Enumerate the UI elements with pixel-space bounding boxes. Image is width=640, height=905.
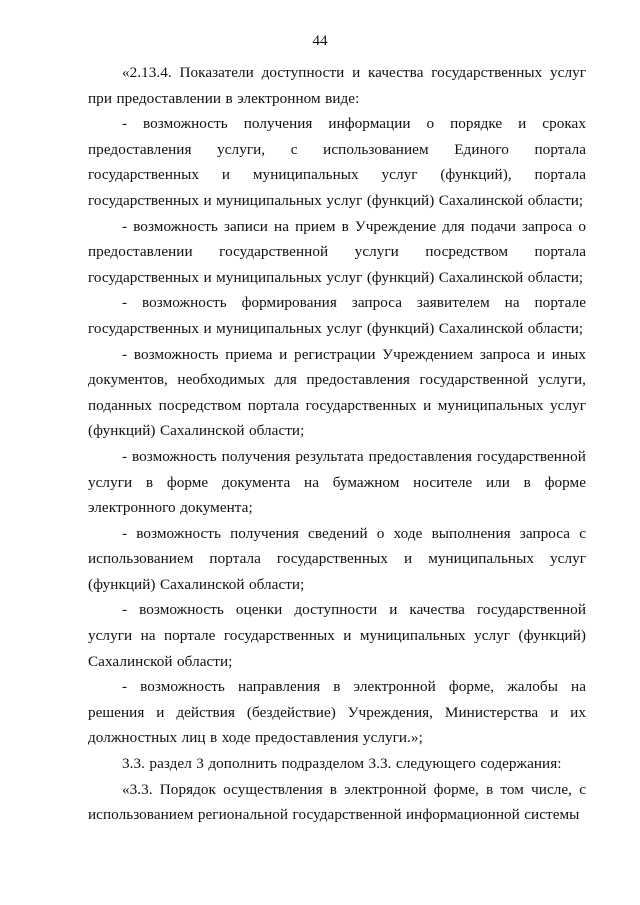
paragraph-result-receiving: - возможность получения результата предоставления государственной услуги в форме документа на бумажном носителе или в форме электронного документа; [88, 447, 586, 517]
paragraph-2-13-4-heading: «2.13.4. Показатели доступности и качества государственных услуг при предоставлении в электронном виде: [88, 64, 586, 107]
paragraph-quality-assessment: - возможность оценки доступности и качества государственной услуги на портале государственных и муниципальных услуг (функций) Сахалинской области; [88, 601, 586, 670]
document-body [88, 60, 586, 828]
paragraph-complaint-submission: - возможность направления в электронной форме, жалобы на решения и действия (бездействие) Учреждения, Министерства и их должностных лиц в ходе предоставления услуги.»; [88, 678, 586, 747]
paragraph-appointment-booking: - возможность записи на прием в Учреждение для подачи запроса о предоставлении государственной услуги посредством портала государственных и муниципальных услуг (функций) Сахалинской области; [88, 217, 586, 286]
paragraph-3-3-heading: «3.3. Порядок осуществления в электронной форме, в том числе, с использованием региональной государственной информационной системы [88, 780, 586, 824]
page-number: 44 [312, 33, 328, 49]
paragraph-section-3-3-addition: 3.3. раздел 3 дополнить подразделом 3.3. следующего содержания: [122, 755, 562, 773]
paragraph-status-tracking: - возможность получения сведений о ходе выполнения запроса с использованием портала государственных и муниципальных услуг (функций) Сахалинской области; [88, 524, 586, 593]
paragraph-request-registration: - возможность приема и регистрации Учреждением запроса и иных документов, необходимых для предоставления государственной услуги, поданных посредством портала государственных и муниципальных услуг (функций) Сахалинской области; [88, 345, 586, 440]
paragraph-request-forming: - возможность формирования запроса заявителем на портале государственных и муниципальных услуг (функций) Сахалинской области; [88, 294, 586, 337]
paragraph-info-procedure: - возможность получения информации о порядке и сроках предоставления услуги, с использованием Единого портала государственных и муниципальных услуг (функций), портала государственных и муниципальных услуг (функций) Сахалинской области; [88, 115, 586, 209]
